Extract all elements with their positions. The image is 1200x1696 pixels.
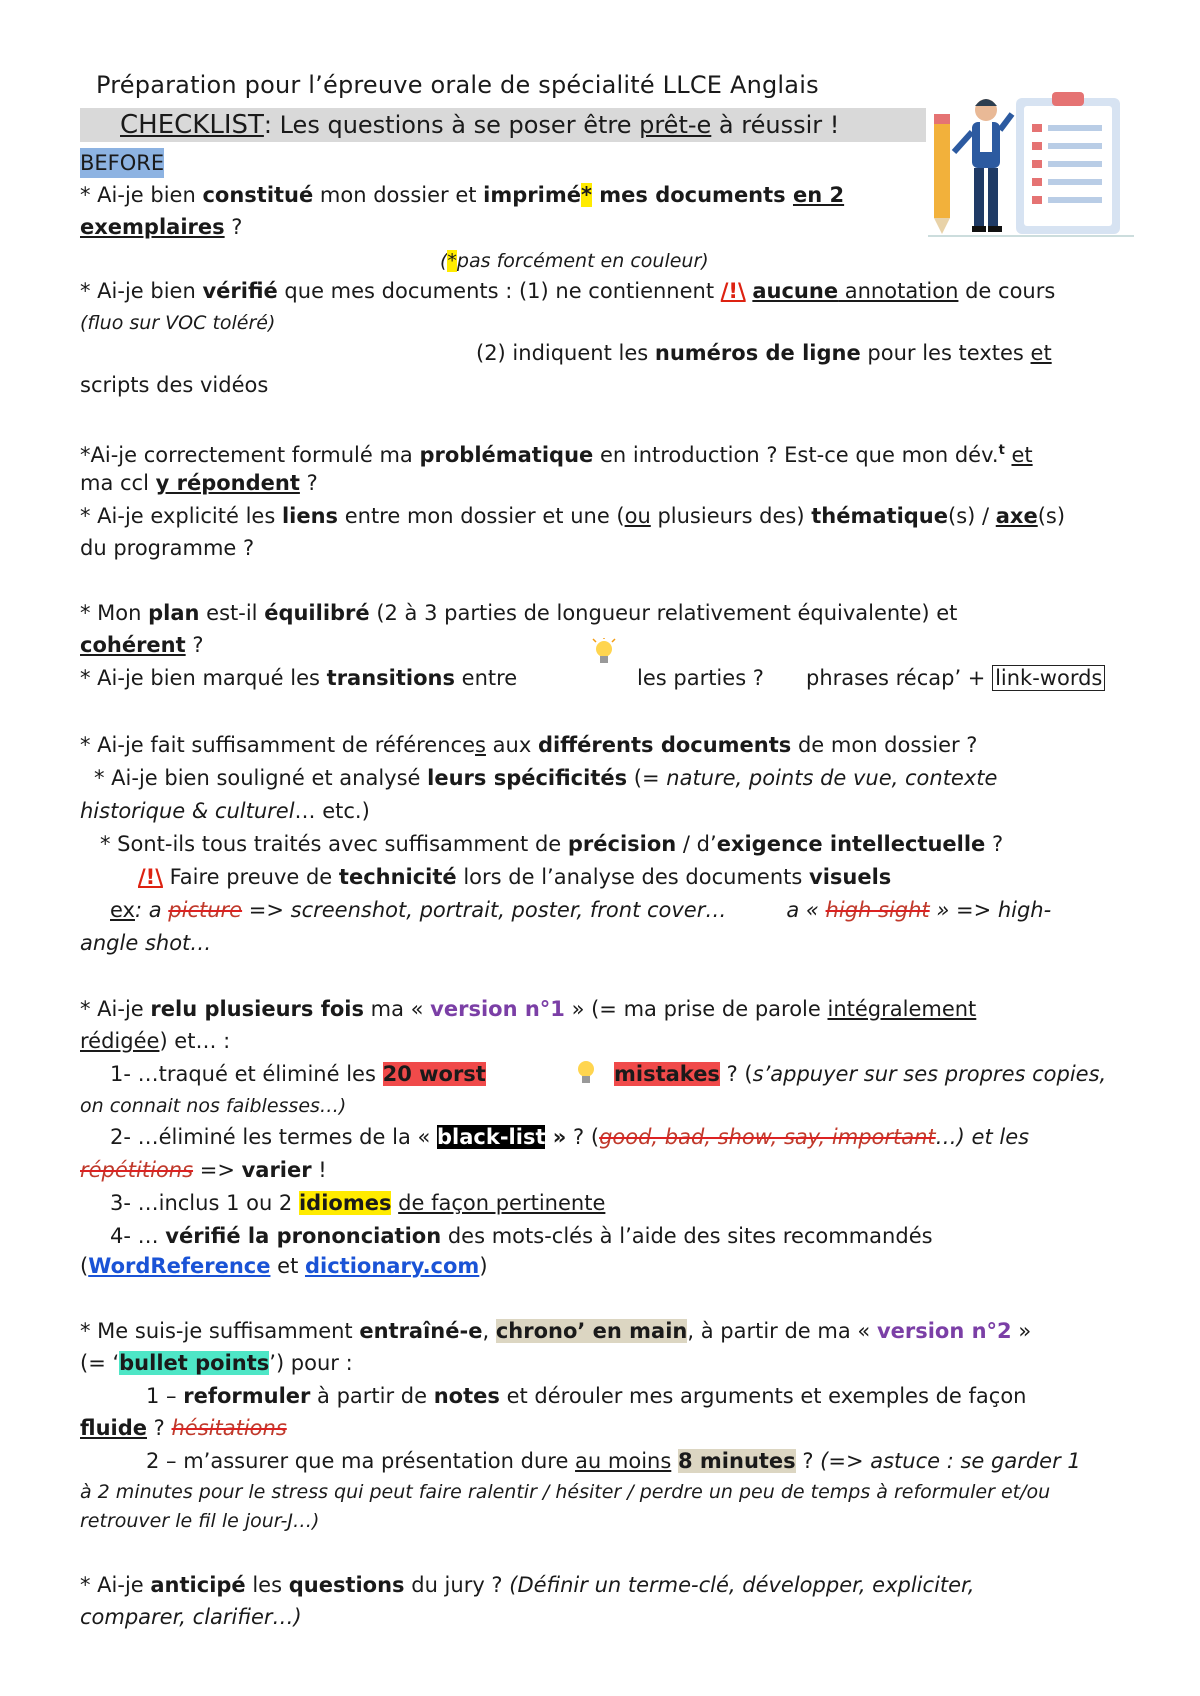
line-26 <box>110 1122 1029 1152</box>
text-span: phrases récap’ + <box>806 666 993 690</box>
line-22 <box>80 994 976 1024</box>
line-19 <box>138 862 891 892</box>
line-14a <box>80 663 517 693</box>
dictionary-link[interactable]: dictionary.com <box>304 1254 480 1278</box>
text-span: et <box>270 1254 305 1278</box>
text-span: /!\ <box>138 865 163 889</box>
text-span: précision <box>567 832 677 856</box>
line-16 <box>94 763 997 793</box>
line-14c <box>806 663 1105 693</box>
line-34 <box>80 1413 287 1443</box>
line-7: scripts des vidéos <box>80 373 269 397</box>
text-span: annotation <box>838 279 959 303</box>
text-span: leurs spécificités <box>427 766 628 790</box>
text-span: entre <box>454 666 518 690</box>
text-span: *Ai-je correctement formulé ma <box>80 443 420 467</box>
text-span: picture <box>168 898 243 922</box>
text-span: ’) pour : <box>269 1351 353 1375</box>
text-span: * Ai-je bien souligné et analysé <box>94 766 428 790</box>
text-span: * Me suis-je suffisamment <box>80 1319 360 1343</box>
text-span: / d’ <box>676 832 717 856</box>
text-span: technicité <box>338 865 457 889</box>
line-36: à 2 minutes pour le stress qui peut faire ralentir / hésiter / perdre un peu de temps à reformuler et/ou <box>80 1481 1051 1503</box>
line-23 <box>80 1026 230 1056</box>
text-span: ma « <box>363 997 431 1021</box>
text-span: ma ccl <box>80 471 156 495</box>
text-span: rédigée <box>80 1029 160 1053</box>
line-24 <box>110 1059 486 1089</box>
text-span: chrono’ en main <box>495 1319 688 1343</box>
text-span: notes <box>433 1384 500 1408</box>
line-10 <box>80 501 1065 531</box>
text-span: (2 à 3 parties de longueur relativement équivalente) et <box>369 601 958 625</box>
text-span: et <box>1011 443 1033 467</box>
text-span: link-words <box>992 665 1105 691</box>
text-span: vérifié <box>202 279 278 303</box>
text-span: transitions <box>326 666 455 690</box>
text-span: de mon dossier ? <box>791 733 978 757</box>
text-span: good, bad, show, say, important <box>599 1125 936 1149</box>
line-17 <box>80 796 370 826</box>
line-3 <box>440 246 709 276</box>
banner-text: : Les questions à se poser être <box>263 111 640 139</box>
line-2 <box>80 212 242 242</box>
line-25: on connait nos faiblesses…) <box>80 1095 347 1117</box>
text-span: black-list <box>437 1125 546 1149</box>
line-15 <box>80 730 977 760</box>
line-6 <box>476 338 1052 368</box>
line-13 <box>80 630 203 660</box>
text-span: version n°1 <box>430 997 565 1021</box>
text-span: imprimé <box>483 183 581 207</box>
text-span: plan <box>148 601 200 625</box>
text-span: thématique <box>811 504 948 528</box>
text-span: * Ai-je explicité les <box>80 504 282 528</box>
text-span: liens <box>281 504 339 528</box>
text-span: * Sont-ils tous traités avec suffisamment de <box>100 832 568 856</box>
text-span: (= <box>627 766 667 790</box>
text-span: ex <box>110 898 135 922</box>
text-span: hésitations <box>171 1416 287 1440</box>
text-span: s <box>475 733 486 757</box>
text-span: version n°2 <box>876 1319 1012 1343</box>
line-33 <box>146 1381 1027 1411</box>
text-span: => screenshot, portrait, poster, front cover… <box>242 898 727 922</box>
text-span: y répondent <box>155 471 300 495</box>
text-span: bullet points <box>119 1351 270 1375</box>
text-span: ( <box>80 1254 89 1278</box>
text-span: pas forcément en couleur) <box>456 250 709 272</box>
line-39: comparer, clarifier…) <box>80 1605 302 1629</box>
line-31 <box>80 1316 1031 1346</box>
text-span: 1 – <box>146 1384 184 1408</box>
text-span: plusieurs des) <box>650 504 812 528</box>
text-span: ) <box>479 1254 488 1278</box>
text-span: mes documents <box>591 183 793 207</box>
text-span: ! <box>311 1158 327 1182</box>
line-27 <box>80 1155 327 1185</box>
text-span: fluide <box>80 1416 147 1440</box>
text-span: => <box>193 1158 242 1182</box>
line-18 <box>100 829 1003 859</box>
text-span: entre mon dossier et une ( <box>338 504 625 528</box>
lightbulb-icon <box>574 1058 598 1088</box>
text-span: ? <box>224 215 243 239</box>
text-span: * Ai-je bien marqué les <box>80 666 327 690</box>
text-span: * Mon <box>80 601 149 625</box>
checklist-illustration-icon <box>928 92 1134 240</box>
text-span: ? ( <box>566 1125 600 1149</box>
line-24b <box>614 1059 1106 1089</box>
text-span: répétitions <box>80 1158 194 1182</box>
line-20 <box>110 895 1051 925</box>
text-span: » (= ma prise de parole <box>564 997 828 1021</box>
text-span: ( <box>440 250 448 272</box>
text-span: Faire preuve de <box>162 865 339 889</box>
text-span: et dérouler mes arguments et exemples de façon <box>499 1384 1027 1408</box>
text-span: (= ‘ <box>80 1351 120 1375</box>
text-span: en 2 <box>792 183 845 207</box>
text-span: (Définir un terme-clé, développer, expliciter, <box>509 1573 975 1597</box>
text-span: nature, points de vue, contexte <box>666 766 998 790</box>
text-span: : a <box>134 898 169 922</box>
text-span: 1- …traqué et éliminé les <box>110 1062 383 1086</box>
text-span: a « <box>786 898 826 922</box>
line-21: angle shot… <box>80 931 212 955</box>
line-9 <box>80 468 318 498</box>
text-span: des mots-clés à l’aide des sites recommandés <box>441 1224 933 1248</box>
text-span: * Ai-je bien <box>80 279 203 303</box>
text-span: mon dossier et <box>313 183 484 207</box>
text-span: * <box>447 250 457 272</box>
banner-prete: prêt-e <box>639 111 712 139</box>
line-32 <box>80 1348 353 1378</box>
section-before <box>80 148 164 178</box>
text-span: ? <box>795 1449 821 1473</box>
checklist-banner <box>80 108 926 142</box>
text-span: exemplaires <box>80 215 225 239</box>
text-span: ? ( <box>719 1062 753 1086</box>
line-11: du programme ? <box>80 536 255 560</box>
text-span: en introduction ? Est-ce que mon dév. <box>593 443 999 467</box>
text-span: ? <box>185 633 204 657</box>
text-span: exigence intellectuelle <box>716 832 986 856</box>
text-span: entraîné-e <box>359 1319 483 1343</box>
text-span: lors de l’analyse des documents <box>456 865 809 889</box>
text-span: s’appuyer sur ses propres copies, <box>752 1062 1107 1086</box>
text-span: (=> astuce : se garder 1 <box>820 1449 1081 1473</box>
text-span: (s) / <box>948 504 996 528</box>
text-span: varier <box>241 1158 312 1182</box>
text-span: t <box>998 443 1005 458</box>
line-4 <box>80 276 1055 306</box>
line-35 <box>146 1446 1081 1476</box>
text-span: aucune <box>752 279 839 303</box>
text-span: 20 worst <box>382 1062 486 1086</box>
text-span: aux <box>485 733 538 757</box>
line-28 <box>110 1188 605 1218</box>
text-span: de cours <box>958 279 1056 303</box>
text-span: * Ai-je fait suffisamment de référence <box>80 733 476 757</box>
before-label: BEFORE <box>80 151 165 175</box>
text-span: idiomes <box>298 1191 392 1215</box>
banner-text-end: à réussir ! <box>711 111 840 139</box>
line-5: (fluo sur VOC toléré) <box>80 312 276 334</box>
text-span: ? <box>147 1416 172 1440</box>
text-span: intégralement <box>827 997 977 1021</box>
text-span: * Ai-je bien <box>80 183 203 207</box>
page-title: Préparation pour l’épreuve orale de spécialité LLCE Anglais <box>96 71 819 99</box>
text-span: » <box>1011 1319 1032 1343</box>
text-span: les <box>245 1573 289 1597</box>
text-span: reformuler <box>183 1384 311 1408</box>
text-span: * Ai-je <box>80 1573 151 1597</box>
text-span: et <box>1030 341 1052 365</box>
text-span: (2) indiquent les <box>476 341 655 365</box>
text-span: , <box>482 1319 496 1343</box>
line-12 <box>80 598 957 628</box>
text-span: * Ai-je <box>80 997 151 1021</box>
line-38 <box>80 1570 974 1600</box>
text-span: relu plusieurs fois <box>150 997 364 1021</box>
text-span: de façon pertinente <box>398 1191 606 1215</box>
text-span: vérifié la prononciation <box>165 1224 442 1248</box>
text-span: ? <box>299 471 318 495</box>
text-span: high sight <box>825 898 930 922</box>
text-span: différents documents <box>537 733 792 757</box>
text-span: ? <box>985 832 1004 856</box>
line-1 <box>80 180 844 210</box>
wordreference-link[interactable]: WordReference <box>88 1254 271 1278</box>
text-span: historique & culturel <box>80 799 295 823</box>
text-span: au moins <box>575 1449 672 1473</box>
line-29 <box>110 1221 933 1251</box>
text-span: 2 – m’assurer que ma présentation dure <box>146 1449 576 1473</box>
text-span: constitué <box>202 183 314 207</box>
text-span: du jury ? <box>404 1573 510 1597</box>
text-span: équilibré <box>264 601 370 625</box>
line-37: retrouver le fil le jour-J…) <box>80 1510 320 1532</box>
text-span: mistakes <box>614 1062 720 1086</box>
text-span: 3- …inclus 1 ou 2 <box>110 1191 299 1215</box>
lightbulb-icon <box>592 638 616 668</box>
text-span: (s) <box>1037 504 1066 528</box>
text-span: que mes documents : (1) ne contiennent <box>277 279 721 303</box>
text-span: 8 minutes <box>677 1449 796 1473</box>
line-8 <box>80 436 1033 470</box>
text-span: * <box>580 183 592 207</box>
text-span: ) et… : <box>159 1029 231 1053</box>
text-span: /!\ <box>720 279 746 303</box>
text-span: anticipé <box>150 1573 246 1597</box>
text-span: …) et les <box>935 1125 1030 1149</box>
text-span: est-il <box>199 601 265 625</box>
text-span: problématique <box>419 443 594 467</box>
text-span: 2- …éliminé les termes de la « <box>110 1125 438 1149</box>
text-span: axe <box>995 504 1038 528</box>
text-span: questions <box>288 1573 405 1597</box>
text-span: numéros de ligne <box>654 341 861 365</box>
text-span: » <box>545 1125 567 1149</box>
line-30 <box>80 1251 488 1281</box>
text-span: pour les textes <box>860 341 1031 365</box>
text-span: visuels <box>809 865 892 889</box>
text-span: cohérent <box>80 633 186 657</box>
line-14b: les parties ? <box>637 666 764 690</box>
text-span: 4- … <box>110 1224 166 1248</box>
text-span: à partir de <box>310 1384 434 1408</box>
text-span: » => high- <box>929 898 1052 922</box>
text-span: … etc.) <box>294 799 370 823</box>
text-span <box>671 1449 678 1473</box>
text-span: , à partir de ma « <box>687 1319 877 1343</box>
text-span: ou <box>624 504 651 528</box>
checklist-label: CHECKLIST <box>120 110 264 140</box>
